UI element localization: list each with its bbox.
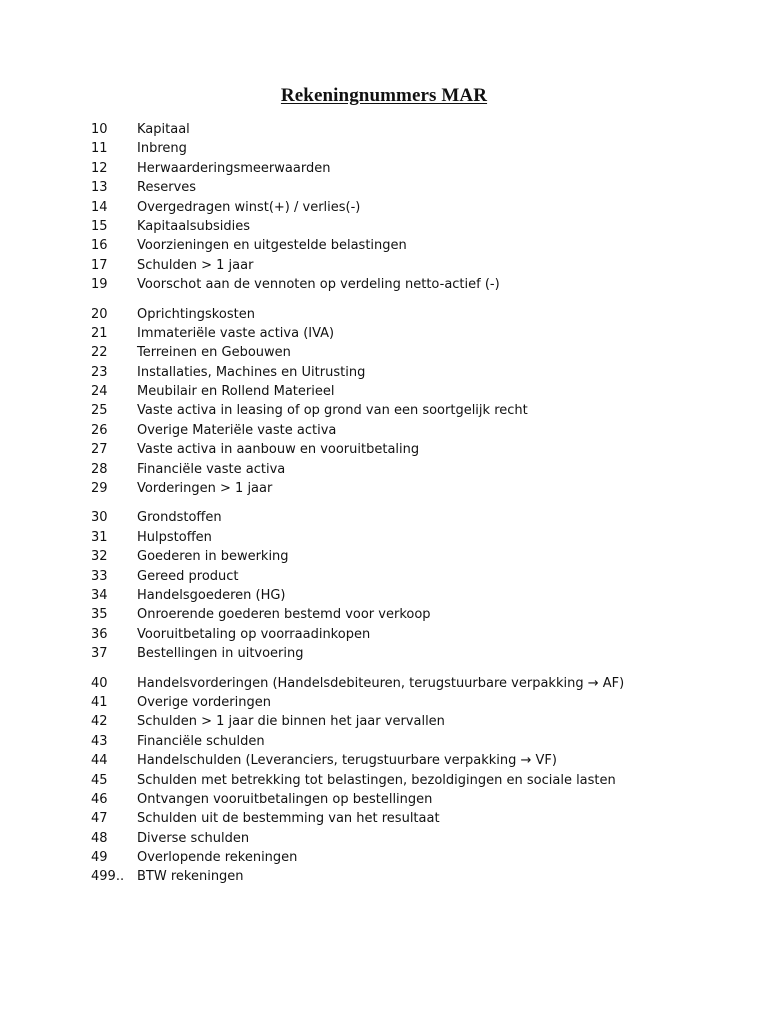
- account-number: 29: [91, 481, 108, 497]
- account-label: Immateriële vaste activa (IVA): [137, 325, 335, 341]
- account-number: 40: [91, 675, 108, 691]
- account-number: 17: [91, 257, 108, 273]
- account-number: 25: [91, 403, 108, 419]
- page-title: Rekeningnummers MAR: [280, 85, 488, 106]
- account-row: [91, 712, 691, 731]
- account-row: [91, 401, 691, 420]
- account-label: Vooruitbetaling op voorraadinkopen: [137, 626, 371, 642]
- account-label: Handelsvorderingen (Handelsdebiteuren, terugstuurbare verpakking → AF): [137, 675, 625, 691]
- account-number: 46: [91, 791, 108, 807]
- account-label: Hulpstoffen: [137, 529, 212, 545]
- account-row: [91, 198, 691, 217]
- account-row: [91, 644, 691, 663]
- account-label: Terreinen en Gebouwen: [137, 345, 291, 361]
- account-row: [91, 848, 691, 867]
- account-label: Financiële vaste activa: [137, 461, 286, 477]
- account-number: 16: [91, 238, 108, 254]
- account-label: Schulden > 1 jaar die binnen het jaar vervallen: [137, 714, 445, 730]
- account-row: [91, 178, 691, 197]
- account-label: Voorschot aan de vennoten op verdeling netto-actief (-): [137, 277, 500, 293]
- account-number: 47: [91, 811, 108, 827]
- account-row: [91, 275, 691, 294]
- account-row: [91, 771, 691, 790]
- account-label: Oprichtingskosten: [137, 306, 255, 322]
- account-label: Overgedragen winst(+) / verlies(-): [137, 199, 361, 215]
- account-row: [91, 867, 691, 886]
- account-label: Schulden met betrekking tot belastingen, bezoldigingen en sociale lasten: [137, 772, 616, 788]
- account-number: 26: [91, 422, 108, 438]
- account-row: [91, 120, 691, 139]
- account-label: Overige vorderingen: [137, 694, 271, 710]
- account-label: Financiële schulden: [137, 733, 265, 749]
- account-row: [91, 363, 691, 382]
- account-label: Handelschulden (Leveranciers, terugstuurbare verpakking → VF): [137, 753, 557, 769]
- account-label: Schulden uit de bestemming van het resultaat: [137, 811, 440, 827]
- account-label: Vorderingen > 1 jaar: [137, 481, 273, 497]
- account-number: 28: [91, 461, 108, 477]
- account-number: 499..: [91, 869, 125, 885]
- account-number: 37: [91, 646, 108, 662]
- account-row: [91, 324, 691, 343]
- account-row: [91, 460, 691, 479]
- account-label: Meubilair en Rollend Materieel: [137, 384, 335, 400]
- account-number: 27: [91, 442, 108, 458]
- account-label: Voorzieningen en uitgestelde belastingen: [137, 238, 407, 254]
- account-label: Gereed product: [137, 568, 239, 584]
- account-row: [91, 586, 691, 605]
- account-row: [91, 508, 691, 527]
- account-row: [91, 217, 691, 236]
- account-row: [91, 625, 691, 644]
- account-row: [91, 732, 691, 751]
- account-label: Herwaarderingsmeerwaarden: [137, 160, 331, 176]
- account-label: Installaties, Machines en Uitrusting: [137, 364, 366, 380]
- account-number: 41: [91, 694, 108, 710]
- account-label: Onroerende goederen bestemd voor verkoop: [137, 607, 431, 623]
- account-row: [91, 159, 691, 178]
- account-row: [91, 809, 691, 828]
- account-number: 31: [91, 529, 108, 545]
- account-label: Bestellingen in uitvoering: [137, 646, 304, 662]
- account-number: 20: [91, 306, 108, 322]
- account-number: 34: [91, 587, 108, 603]
- account-row: [91, 479, 691, 498]
- account-row: [91, 528, 691, 547]
- account-label: Kapitaalsubsidies: [137, 218, 251, 234]
- account-number: 42: [91, 714, 108, 730]
- account-number: 10: [91, 122, 108, 137]
- account-number: 49: [91, 850, 108, 866]
- account-number: 43: [91, 733, 108, 749]
- account-label: Goederen in bewerking: [137, 549, 289, 565]
- account-group: [91, 120, 691, 295]
- account-number: 44: [91, 753, 108, 769]
- account-label: Overlopende rekeningen: [137, 850, 298, 866]
- account-row: [91, 139, 691, 158]
- account-row: [91, 343, 691, 362]
- account-group: [91, 674, 691, 887]
- account-label: Vaste activa in aanbouw en vooruitbetaling: [137, 442, 420, 458]
- account-number: 45: [91, 772, 108, 788]
- account-number: 22: [91, 345, 108, 361]
- account-label: Ontvangen vooruitbetalingen op bestellingen: [137, 791, 433, 807]
- account-label: Schulden > 1 jaar: [137, 257, 254, 273]
- account-number: 12: [91, 160, 108, 176]
- account-list: [91, 120, 691, 897]
- account-number: 14: [91, 199, 108, 215]
- account-label: Kapitaal: [137, 122, 190, 137]
- account-label: Vaste activa in leasing of op grond van een soortgelijk recht: [137, 403, 528, 419]
- account-number: 35: [91, 607, 108, 623]
- account-row: [91, 790, 691, 809]
- account-row: [91, 440, 691, 459]
- account-number: 32: [91, 549, 108, 565]
- account-label: Diverse schulden: [137, 830, 250, 846]
- account-number: 23: [91, 364, 108, 380]
- account-row: [91, 674, 691, 693]
- account-row: [91, 305, 691, 324]
- account-row: [91, 547, 691, 566]
- account-number: 13: [91, 180, 108, 196]
- account-row: [91, 382, 691, 401]
- account-label: Overige Materiële vaste activa: [137, 422, 337, 438]
- account-number: 15: [91, 218, 108, 234]
- account-number: 36: [91, 626, 108, 642]
- account-number: 19: [91, 277, 108, 293]
- account-label: Inbreng: [137, 141, 187, 157]
- account-number: 48: [91, 830, 108, 846]
- account-number: 30: [91, 510, 108, 526]
- account-row: [91, 693, 691, 712]
- account-row: [91, 829, 691, 848]
- account-row: [91, 236, 691, 255]
- account-row: [91, 421, 691, 440]
- account-number: 11: [91, 141, 108, 157]
- account-number: 33: [91, 568, 108, 584]
- account-row: [91, 605, 691, 624]
- account-row: [91, 256, 691, 275]
- account-group: [91, 305, 691, 499]
- account-label: Reserves: [137, 180, 197, 196]
- account-row: [91, 751, 691, 770]
- account-label: Handelsgoederen (HG): [137, 587, 286, 603]
- account-row: [91, 567, 691, 586]
- account-group: [91, 508, 691, 663]
- account-label: BTW rekeningen: [137, 869, 244, 885]
- account-label: Grondstoffen: [137, 510, 222, 526]
- account-number: 24: [91, 384, 108, 400]
- account-number: 21: [91, 325, 108, 341]
